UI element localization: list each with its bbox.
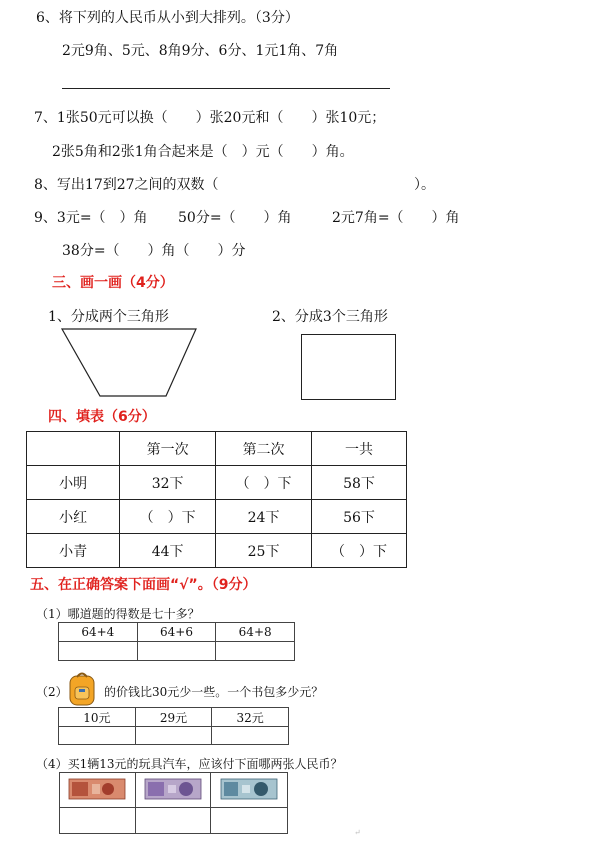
choice-label: 64+6 xyxy=(137,623,216,642)
q9-part-a: 9、3元=（ ）角 xyxy=(34,210,148,226)
table-cell-blank[interactable]: （ ）下 xyxy=(216,466,312,500)
table-row xyxy=(27,466,407,500)
table-row xyxy=(27,500,407,534)
table-header-cell: 第一次 xyxy=(120,432,216,466)
q9-part-b: 50分=（ ）角 xyxy=(178,210,292,226)
answer-cell[interactable] xyxy=(60,808,136,834)
table-cell: 32下 xyxy=(120,466,216,500)
choice-label: 29元 xyxy=(135,708,212,727)
trapezoid-figure[interactable] xyxy=(58,326,200,400)
section3-prompt-1: 1、分成两个三角形 xyxy=(48,309,169,325)
section5-q1-choices xyxy=(58,622,295,661)
q6-items: 2元9角、5元、8角9分、6分、1元1角、7角 xyxy=(62,43,339,59)
section5-q4-text: （4）买1辆13元的玩具汽车，应该付下面哪两张人民币？ xyxy=(36,757,343,771)
q7-line2: 2张5角和2张1角合起来是（ ）元（ ）角。 xyxy=(52,144,354,160)
answer-cell[interactable] xyxy=(137,642,216,661)
table-header-cell: 一共 xyxy=(312,432,407,466)
section3-title: 三、画一画（4分） xyxy=(52,275,174,291)
section5-q2-choices xyxy=(58,707,289,745)
table-header-cell xyxy=(27,432,120,466)
answer-cell[interactable] xyxy=(135,808,211,834)
banknote-red-icon xyxy=(68,777,126,801)
choice-label: 10元 xyxy=(59,708,136,727)
rectangle-figure[interactable] xyxy=(301,334,396,400)
q9-part-c: 2元7角=（ ）角 xyxy=(332,210,460,226)
q6-answer-line[interactable] xyxy=(62,88,390,89)
table-cell: 44下 xyxy=(120,534,216,568)
backpack-icon xyxy=(67,671,97,707)
answer-cell[interactable] xyxy=(211,808,288,834)
score-table xyxy=(26,431,407,568)
choice-label: 64+4 xyxy=(59,623,138,642)
banknote-cell xyxy=(60,773,136,808)
section5-title: 五、在正确答案下面画“√”。（9分） xyxy=(30,577,257,593)
section5-q2-text: 的价钱比30元少一些。一个书包多少元？ xyxy=(104,685,324,699)
table-cell: 小明 xyxy=(27,466,120,500)
table-cell-blank[interactable]: （ ）下 xyxy=(312,534,407,568)
section3-prompt-2: 2、分成3个三角形 xyxy=(272,309,388,325)
answer-cell[interactable] xyxy=(216,642,295,661)
banknote-cell xyxy=(135,773,211,808)
table-cell: 58下 xyxy=(312,466,407,500)
table-cell: 25下 xyxy=(216,534,312,568)
q8-text: 8、写出17到27之间的双数（ xyxy=(34,177,219,193)
table-cell: 小青 xyxy=(27,534,120,568)
table-cell: 24下 xyxy=(216,500,312,534)
table-header-cell: 第二次 xyxy=(216,432,312,466)
section5-q2-num: （2） xyxy=(36,685,68,699)
banknote-cell xyxy=(211,773,288,808)
answer-cell[interactable] xyxy=(135,727,212,745)
section5-q1-text: （1）哪道题的得数是七十多？ xyxy=(36,607,200,621)
banknote-purple-icon xyxy=(144,777,202,801)
choice-label: 64+8 xyxy=(216,623,295,642)
banknote-blue-icon xyxy=(220,777,278,801)
answer-cell[interactable] xyxy=(59,727,136,745)
choice-label: 32元 xyxy=(212,708,289,727)
section4-title: 四、填表（6分） xyxy=(48,409,156,425)
table-cell: 小红 xyxy=(27,500,120,534)
answer-cell[interactable] xyxy=(59,642,138,661)
table-header-row xyxy=(27,432,407,466)
q6-title: 6、将下列的人民币从小到大排列。（3分） xyxy=(36,10,299,26)
answer-cell[interactable] xyxy=(212,727,289,745)
section5-q4-choices xyxy=(59,772,288,834)
q7-line1: 7、1张50元可以换（ ）张20元和（ ）张10元； xyxy=(34,110,386,126)
q8-close: ）。 xyxy=(414,177,435,193)
q9-part-d: 38分=（ ）角（ ）分 xyxy=(62,243,246,259)
table-cell: 56下 xyxy=(312,500,407,534)
table-cell-blank[interactable]: （ ）下 xyxy=(120,500,216,534)
table-row xyxy=(27,534,407,568)
return-mark-icon: ↵ xyxy=(354,828,361,837)
